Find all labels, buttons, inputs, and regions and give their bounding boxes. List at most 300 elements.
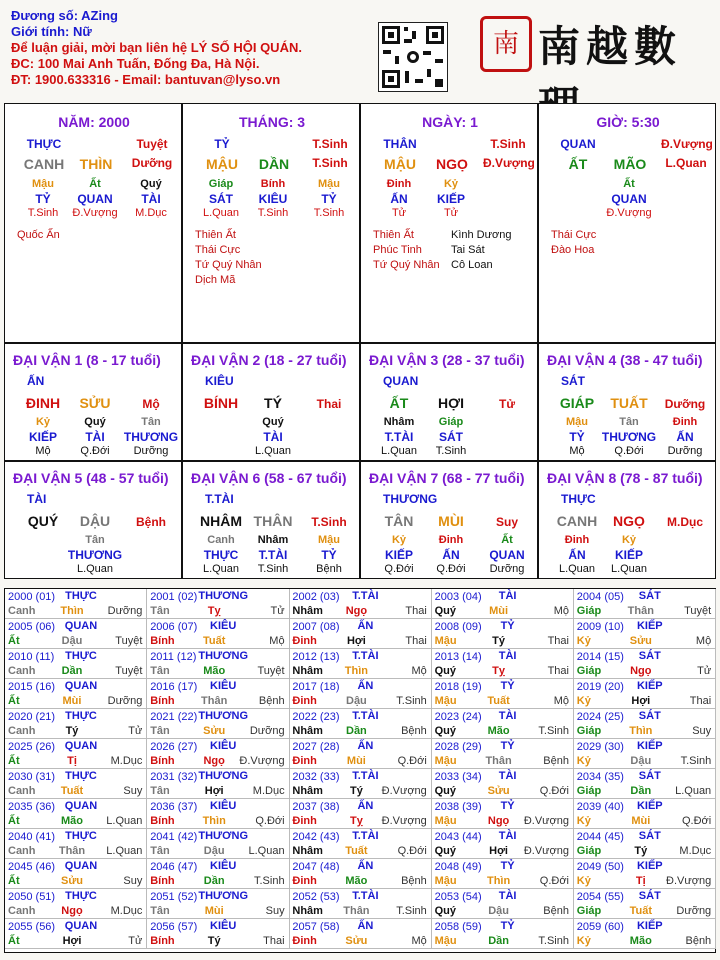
year-cell[interactable]: [432, 769, 574, 799]
year-state: Q.Đới: [539, 785, 569, 797]
year-cell[interactable]: [289, 829, 431, 859]
year-cell[interactable]: [432, 859, 574, 889]
year-cell[interactable]: [574, 619, 716, 649]
hidden-god: T.TÀI: [258, 548, 288, 562]
hidden-stem: Ất: [89, 178, 101, 190]
year-can: Bính: [150, 935, 175, 947]
year-can: Kỷ: [576, 935, 591, 947]
hidden-stem: Quý: [84, 416, 106, 428]
year-can: Đinh: [292, 635, 317, 647]
gender: Giới tính: Nữ: [11, 24, 92, 39]
year-chi: Thìn: [486, 875, 511, 887]
year-can: Kỷ: [576, 695, 591, 707]
year-cell[interactable]: [289, 679, 431, 709]
hidden-state: Dưỡng: [133, 445, 169, 457]
dai-van-2: [182, 343, 360, 461]
year-cell[interactable]: [147, 799, 289, 829]
year-state: Đ.Vượng: [523, 815, 569, 827]
phone-email: ĐT: 1900.633316 - Email: bantuvan@lyso.vn: [11, 72, 281, 87]
year-god: TÀI: [498, 890, 517, 902]
year-cell[interactable]: [574, 829, 716, 859]
dai-van-chi: TUẤT: [610, 395, 648, 411]
year-can: Mậu: [434, 935, 457, 947]
pillar-top: T.Sinh: [490, 137, 526, 151]
year-cell[interactable]: [574, 589, 716, 619]
year-chi: Thân: [627, 605, 654, 617]
year-cell[interactable]: [147, 739, 289, 769]
dai-van-god: THỰC: [561, 492, 596, 506]
year-label: 2021 (22): [150, 711, 198, 723]
year-label: 2009 (10): [576, 621, 624, 633]
year-label: 2035 (36): [8, 801, 56, 813]
year-state: Đ.Vượng: [381, 785, 427, 797]
year-god: THƯƠNG: [198, 890, 249, 902]
hidden-stem: Kỷ: [391, 534, 407, 546]
hidden-state: L.Quan: [558, 563, 596, 575]
pillar-top: THÂN: [383, 137, 417, 151]
year-cell[interactable]: [147, 649, 289, 679]
year-god: KIÊU: [210, 800, 237, 812]
hidden-stem: Kỷ: [443, 178, 459, 190]
year-god: TỶ: [500, 860, 515, 872]
year-state: Bệnh: [685, 935, 712, 947]
year-god: SÁT: [638, 710, 661, 722]
year-chi: Hợi: [631, 695, 651, 707]
pillar-main: CANH: [23, 156, 65, 172]
year-chi: Ngọ: [345, 605, 368, 617]
year-state: Dưỡng: [107, 605, 143, 617]
hidden-state: L.Quan: [76, 563, 114, 575]
year-state: Mộ: [553, 695, 569, 707]
year-cell[interactable]: [147, 919, 289, 949]
year-can: Nhâm: [292, 785, 323, 797]
year-label: 2037 (38): [292, 801, 340, 813]
year-can: Mậu: [434, 695, 457, 707]
year-god: KIÊU: [210, 860, 237, 872]
year-cell[interactable]: [289, 889, 431, 919]
year-state: Tuyệt: [684, 605, 712, 617]
year-state: Tử: [128, 935, 143, 947]
dai-van-can: ẤT: [389, 395, 409, 411]
year-state: L.Quan: [106, 845, 143, 857]
year-cell[interactable]: [5, 589, 147, 619]
year-cell[interactable]: [289, 859, 431, 889]
year-can: Ất: [8, 755, 20, 767]
year-cell[interactable]: [147, 829, 289, 859]
year-god: QUAN: [64, 860, 98, 872]
year-state: M.Dục: [110, 755, 143, 767]
year-cell[interactable]: [5, 859, 147, 889]
dai-van-can: ĐINH: [25, 395, 61, 411]
year-can: Đinh: [292, 935, 317, 947]
year-can: Giáp: [576, 785, 602, 797]
hidden-state: Tử: [443, 207, 459, 219]
year-state: Bệnh: [401, 875, 427, 887]
year-state: Đ.Vượng: [666, 875, 712, 887]
year-god: KIÊU: [210, 740, 237, 752]
hidden-state: L.Quan: [202, 207, 240, 219]
logo-text: 南越數: [538, 22, 683, 71]
year-chi: Dần: [630, 785, 652, 797]
year-state: Mộ: [695, 635, 712, 647]
year-cell[interactable]: [574, 799, 716, 829]
year-can: Quý: [434, 665, 456, 677]
year-cell[interactable]: [574, 889, 716, 919]
hidden-stem: Mậu: [318, 178, 340, 190]
star-left: Thái Cực: [195, 244, 241, 256]
pillar-top: T.Sinh: [312, 137, 348, 151]
dai-van-title: ĐẠI VẬN 4 (38 - 47 tuổi): [547, 352, 703, 368]
year-state: Thai: [405, 605, 427, 617]
year-can: Giáp: [576, 905, 602, 917]
year-label: 2023 (24): [434, 711, 482, 723]
dai-van-chi: SỬU: [79, 395, 111, 411]
year-can: Kỷ: [576, 635, 591, 647]
dai-van-state: T.Sinh: [311, 515, 347, 529]
year-chi: Mùi: [62, 695, 82, 707]
year-chi: Thìn: [202, 815, 226, 827]
year-chi: Dậu: [346, 695, 367, 707]
brand-logo: [478, 10, 698, 80]
hidden-stem: Tân: [85, 534, 105, 546]
hidden-stem: Mậu: [566, 416, 588, 428]
hidden-god: SÁT: [209, 192, 233, 206]
year-label: 2043 (44): [434, 831, 482, 843]
year-can: Canh: [8, 725, 36, 737]
year-can: Mậu: [434, 635, 457, 647]
year-cell[interactable]: [5, 799, 147, 829]
hidden-state: Q.Đới: [436, 563, 466, 575]
year-label: 2056 (57): [150, 921, 198, 933]
year-god: SÁT: [638, 890, 661, 902]
year-label: 2054 (55): [576, 891, 624, 903]
dai-van-god: QUAN: [383, 374, 419, 388]
hidden-god: ẤN: [676, 430, 694, 444]
year-state: Suy: [123, 875, 143, 887]
year-god: TÀI: [498, 770, 517, 782]
year-label: 2001 (02): [150, 591, 198, 603]
pillar-title: NGÀY: 1: [422, 114, 478, 130]
year-god: TỶ: [500, 920, 515, 932]
hidden-stem: Canh: [207, 534, 235, 546]
year-cell[interactable]: [574, 739, 716, 769]
year-can: Canh: [8, 665, 36, 677]
year-cell[interactable]: [432, 829, 574, 859]
year-state: Tuyệt: [115, 665, 143, 677]
hidden-state: Dưỡng: [489, 563, 525, 575]
year-state: Thai: [547, 635, 569, 647]
year-label: 2008 (09): [434, 621, 482, 633]
year-can: Bính: [150, 755, 175, 767]
year-can: Mậu: [434, 755, 457, 767]
year-state: Q.Đới: [255, 815, 285, 827]
year-state: Q.Đới: [397, 845, 427, 857]
hidden-stem: Tân: [619, 416, 639, 428]
year-state: Suy: [692, 725, 712, 737]
year-label: 2059 (60): [576, 921, 624, 933]
hidden-state: T.Sinh: [257, 563, 289, 575]
year-label: 2045 (46): [8, 861, 56, 873]
pillar-main: DẦN: [258, 156, 290, 172]
year-god: ẤN: [357, 680, 374, 692]
year-chi: Thân: [201, 695, 228, 707]
year-chi: Hợi: [204, 785, 224, 797]
year-chi: Tị: [67, 755, 77, 767]
year-chi: Thân: [58, 845, 86, 857]
hidden-stem: Mậu: [318, 534, 340, 546]
year-cell[interactable]: [5, 829, 147, 859]
hidden-stem: Quý: [262, 416, 284, 428]
hidden-god: ẤN: [568, 548, 586, 562]
year-cell[interactable]: [289, 649, 431, 679]
dai-van-chi: NGỌ: [613, 513, 645, 529]
year-god: THỰC: [65, 650, 97, 662]
year-cell[interactable]: [5, 619, 147, 649]
year-cell[interactable]: [574, 769, 716, 799]
year-god: THỰC: [65, 770, 97, 782]
year-cell[interactable]: [574, 679, 716, 709]
year-label: 2025 (26): [8, 741, 56, 753]
year-cell[interactable]: [5, 649, 147, 679]
year-state: T.Sinh: [538, 935, 569, 947]
dai-van-chi: MÙI: [438, 513, 464, 529]
pillar-top: THỰC: [26, 137, 62, 151]
year-god: KIẾP: [636, 920, 663, 932]
year-chi: Ngọ: [61, 905, 83, 917]
star-left: Tứ Quý Nhân: [195, 259, 262, 271]
star-left: Thiên Ất: [195, 229, 236, 241]
dai-van-can: CANH: [556, 513, 598, 529]
hidden-state: Tử: [391, 207, 407, 219]
year-can: Canh: [8, 845, 36, 857]
year-chi: Tỵ: [207, 605, 221, 617]
year-cell[interactable]: [289, 739, 431, 769]
pillar-top: TỶ: [214, 137, 230, 151]
year-chi: Dậu: [630, 755, 652, 767]
year-state: Mộ: [269, 635, 285, 647]
year-state: T.Sinh: [538, 725, 569, 737]
pillar-top: Đ.Vượng: [661, 137, 713, 151]
hidden-god: ẤN: [442, 548, 460, 562]
pillar-main: Dưỡng: [131, 156, 173, 170]
year-chi: Ngọ: [630, 665, 652, 677]
year-can: Giáp: [576, 665, 602, 677]
year-can: Ất: [8, 635, 20, 647]
year-state: Mộ: [411, 665, 427, 677]
year-god: T.TÀI: [352, 770, 379, 782]
year-chi: Sửu: [487, 785, 510, 797]
year-cell[interactable]: [574, 919, 716, 949]
hidden-god: THỰC: [203, 548, 239, 562]
year-god: THƯƠNG: [198, 590, 249, 602]
year-can: Giáp: [576, 725, 602, 737]
year-state: Thai: [689, 695, 712, 707]
year-cell[interactable]: [289, 619, 431, 649]
year-chi: Hợi: [489, 845, 508, 857]
dai-van-state: Bệnh: [136, 515, 166, 529]
year-god: KIÊU: [210, 920, 237, 932]
year-cell[interactable]: [289, 709, 431, 739]
year-can: Đinh: [292, 695, 317, 707]
dai-van-chi: DẬU: [79, 513, 111, 529]
year-can: Quý: [434, 905, 456, 917]
hidden-stem: Ất: [501, 534, 513, 546]
year-can: Bính: [150, 635, 175, 647]
year-cell[interactable]: [432, 739, 574, 769]
dai-van-can: NHÂM: [200, 513, 242, 529]
year-cell[interactable]: [432, 589, 574, 619]
year-state: T.Sinh: [680, 755, 712, 767]
year-state: Q.Đới: [681, 815, 712, 827]
year-cell[interactable]: [147, 769, 289, 799]
year-cell[interactable]: [432, 889, 574, 919]
hidden-stem: Nhâm: [257, 534, 289, 546]
hidden-god: SÁT: [439, 430, 463, 444]
year-god: TỶ: [500, 620, 515, 632]
year-label: 2053 (54): [434, 891, 482, 903]
year-god: KIẾP: [636, 800, 663, 812]
dai-van-god: T.TÀI: [205, 492, 234, 506]
year-cell[interactable]: [432, 619, 574, 649]
year-label: 2040 (41): [8, 831, 56, 843]
year-god: TÀI: [498, 830, 517, 842]
owner-name: Đương số: AZing: [11, 8, 118, 23]
dai-van-title: ĐẠI VẬN 7 (68 - 77 tuổi): [369, 470, 525, 486]
year-god: T.TÀI: [352, 710, 379, 722]
year-can: Canh: [8, 785, 36, 797]
hidden-god: KIÊU: [258, 192, 288, 206]
seal-icon: 南: [480, 16, 532, 72]
year-cell[interactable]: [5, 769, 147, 799]
hidden-state: Mộ: [35, 445, 51, 457]
year-cell[interactable]: [5, 739, 147, 769]
year-god: TÀI: [498, 650, 517, 662]
year-cell[interactable]: [289, 919, 431, 949]
year-cell[interactable]: [5, 889, 147, 919]
year-can: Tân: [150, 725, 170, 737]
year-label: 2005 (06): [8, 621, 56, 633]
year-cell[interactable]: [574, 649, 716, 679]
pillar-main: Đ.Vượng: [483, 156, 535, 170]
hidden-god: TÀI: [263, 430, 283, 444]
dai-van-chi: THÂN: [253, 513, 293, 529]
year-can: Bính: [150, 695, 175, 707]
hidden-state: Q.Đới: [384, 563, 414, 575]
year-cell[interactable]: [289, 799, 431, 829]
year-cell[interactable]: [147, 889, 289, 919]
hidden-god: TỶ: [35, 192, 51, 206]
year-state: Dưỡng: [107, 695, 143, 707]
year-cell[interactable]: [289, 769, 431, 799]
year-label: 2015 (16): [8, 681, 56, 693]
dai-van-state: Tử: [498, 397, 516, 411]
year-cell[interactable]: [5, 679, 147, 709]
year-label: 2022 (23): [292, 711, 340, 723]
year-state: L.Quan: [675, 785, 712, 797]
year-god: KIÊU: [210, 680, 237, 692]
pillar-2: [182, 103, 360, 343]
year-cell[interactable]: [574, 709, 716, 739]
year-cell[interactable]: [289, 589, 431, 619]
year-can: Bính: [150, 815, 175, 827]
year-can: Quý: [434, 785, 456, 797]
hidden-god: THƯƠNG: [601, 430, 657, 444]
year-label: 2031 (32): [150, 771, 198, 783]
year-chi: Hợi: [346, 635, 366, 647]
hidden-god: T.TÀI: [384, 430, 414, 444]
year-label: 2004 (05): [576, 591, 624, 603]
year-chi: Hợi: [62, 935, 82, 947]
year-can: Đinh: [292, 815, 317, 827]
hidden-stem: Đinh: [386, 178, 412, 190]
year-label: 2044 (45): [576, 831, 624, 843]
dai-van-title: ĐẠI VẬN 8 (78 - 87 tuổi): [547, 470, 703, 486]
year-state: Tử: [270, 605, 285, 617]
hidden-stem: Đinh: [438, 534, 464, 546]
year-chi: Tý: [492, 635, 506, 647]
hidden-god: THƯƠNG: [123, 430, 179, 444]
star-right: Cô Loan: [451, 259, 493, 271]
year-chi: Sửu: [60, 875, 84, 887]
dai-van-6: [182, 461, 360, 579]
dai-van-god: ẤN: [27, 374, 45, 388]
year-god: ẤN: [357, 860, 374, 872]
year-cell[interactable]: [432, 799, 574, 829]
hidden-god: KIẾP: [614, 548, 643, 562]
hidden-state: T.Sinh: [313, 207, 345, 219]
hidden-stem: Giáp: [438, 416, 464, 428]
year-cell[interactable]: [147, 679, 289, 709]
year-cell[interactable]: [5, 919, 147, 949]
year-god: ẤN: [357, 740, 374, 752]
year-label: 2046 (47): [150, 861, 198, 873]
year-cell[interactable]: [147, 619, 289, 649]
year-cell[interactable]: [5, 709, 147, 739]
pillar-title: NĂM: 2000: [58, 114, 130, 130]
year-can: Quý: [434, 605, 456, 617]
year-cell[interactable]: [432, 649, 574, 679]
year-label: 2032 (33): [292, 771, 340, 783]
hidden-stem: Nhâm: [383, 416, 415, 428]
year-cell[interactable]: [432, 709, 574, 739]
year-cell[interactable]: [432, 919, 574, 949]
year-cell[interactable]: [574, 859, 716, 889]
year-cell[interactable]: [432, 679, 574, 709]
year-god: KIẾP: [636, 680, 663, 692]
hidden-state: T.Sinh: [27, 207, 59, 219]
year-can: Ất: [8, 875, 20, 887]
year-chi: Mão: [629, 935, 652, 947]
year-can: Tân: [150, 665, 170, 677]
year-state: Q.Đới: [539, 875, 569, 887]
year-can: Nhâm: [292, 605, 323, 617]
year-cell[interactable]: [147, 709, 289, 739]
pillar-main: ẤT: [568, 156, 588, 172]
year-chi: Tuất: [60, 785, 84, 797]
dai-van-title: ĐẠI VẬN 3 (28 - 37 tuổi): [369, 352, 525, 368]
hidden-state: L.Quan: [610, 563, 648, 575]
year-god: QUAN: [64, 620, 98, 632]
hidden-god: QUAN: [77, 192, 113, 206]
qr-code-icon[interactable]: [378, 22, 448, 92]
hidden-stem: Giáp: [208, 178, 234, 190]
year-cell[interactable]: [147, 589, 289, 619]
dai-van-state: Thai: [316, 397, 342, 411]
year-god: ẤN: [357, 620, 374, 632]
year-god: THỰC: [65, 710, 97, 722]
year-cell[interactable]: [147, 859, 289, 889]
year-label: 2027 (28): [292, 741, 340, 753]
